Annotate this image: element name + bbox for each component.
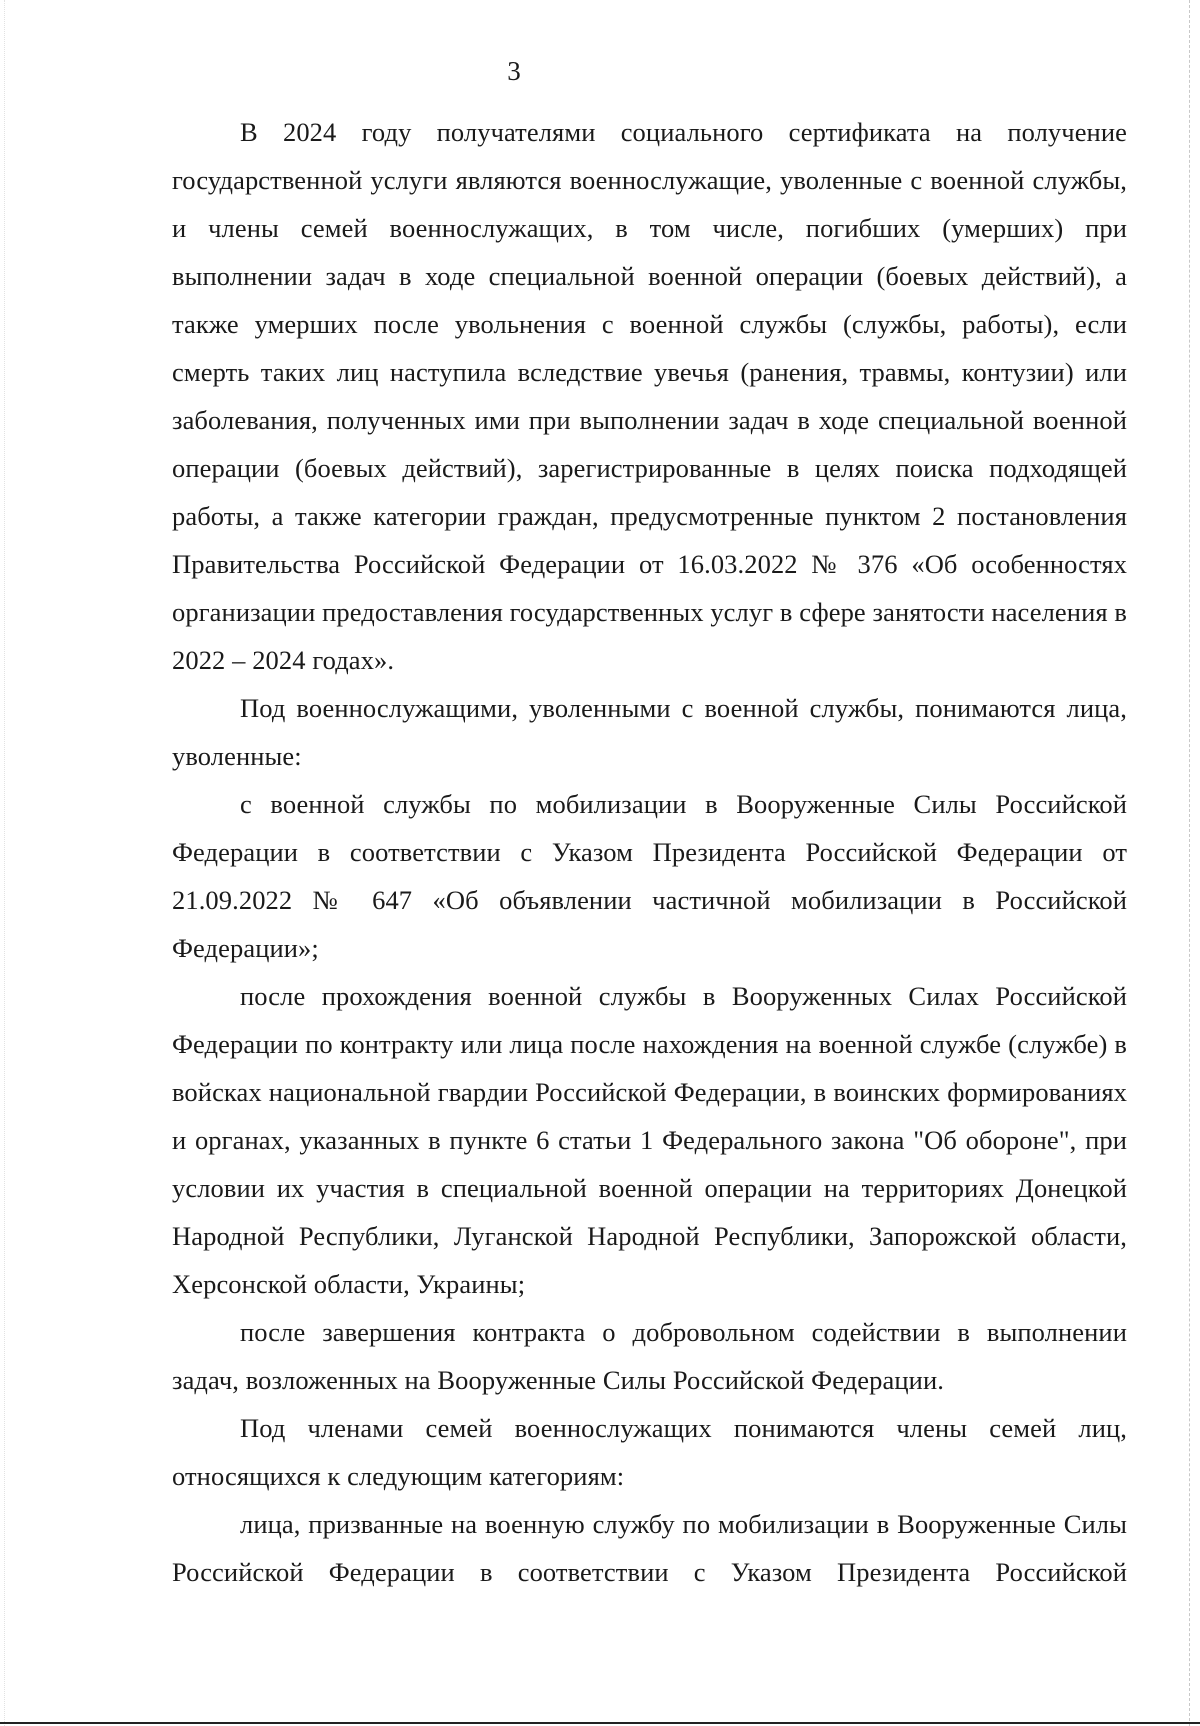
- scan-edge-left: [4, 0, 6, 1726]
- document-body: [172, 108, 1127, 1596]
- scan-edge-right: [1188, 0, 1190, 1726]
- page-number: 3: [507, 56, 521, 86]
- paragraph-mobilization: с военной службы по мобилизации в Вооруженные Силы Российской Федерации в соответствии с Указом Президента Российской Федерации от 21.09.2022 № 647 «Об объявлении частичной мобилизации в Российской Федерации»;: [172, 789, 1127, 963]
- paragraph-mobilized-persons: лица, призванные на военную службу по мобилизации в Вооруженные Силы Российской Федерации в соответствии с Указом Президента Российской: [172, 1509, 1127, 1587]
- scan-edge-bottom: [0, 1722, 1200, 1724]
- paragraph-recipients: В 2024 году получателями социального сертификата на получение государственной услуги являются военнослужащие, уволенные с военной службы, и члены семей военнослужащих, в том числе, погибших (умерших) при выполнении задач в ходе специальной военной операции (боевых действий), а также умерших после увольнения с военной службы (службы, работы), если смерть таких лиц наступила вследствие увечья (ранения, травмы, контузии) или заболевания, полученных ими при выполнении задач в ходе специальной военной операции (боевых действий), зарегистрированные в целях поиска подходящей работы, а также категории граждан, предусмотренные пунктом 2 постановления Правительства Российской Федерации от 16.03.2022 № 376 «Об особенностях организации предоставления государственных услуг в сфере занятости населения в 2022 – 2024 годах».: [172, 117, 1127, 675]
- paragraph-contract-service: после прохождения военной службы в Вооруженных Силах Российской Федерации по контракту или лица после нахождения на военной службе (службе) в войсках национальной гвардии Российской Федерации, в воинских формированиях и органах, указанных в пункте 6 статьи 1 Федерального закона "Об обороне", при условии их участия в специальной военной операции на территориях Донецкой Народной Республики, Луганской Народной Республики, Запорожской области, Херсонской области, Украины;: [172, 981, 1127, 1299]
- paragraph-servicemen-definition: Под военнослужащими, уволенными с военной службы, понимаются лица, уволенные:: [172, 693, 1127, 771]
- paragraph-family-definition: Под членами семей военнослужащих понимаются члены семей лиц, относящихся к следующим категориям:: [172, 1413, 1127, 1491]
- paragraph-volunteer-contract: после завершения контракта о добровольном содействии в выполнении задач, возложенных на Вооруженные Силы Российской Федерации.: [172, 1317, 1127, 1395]
